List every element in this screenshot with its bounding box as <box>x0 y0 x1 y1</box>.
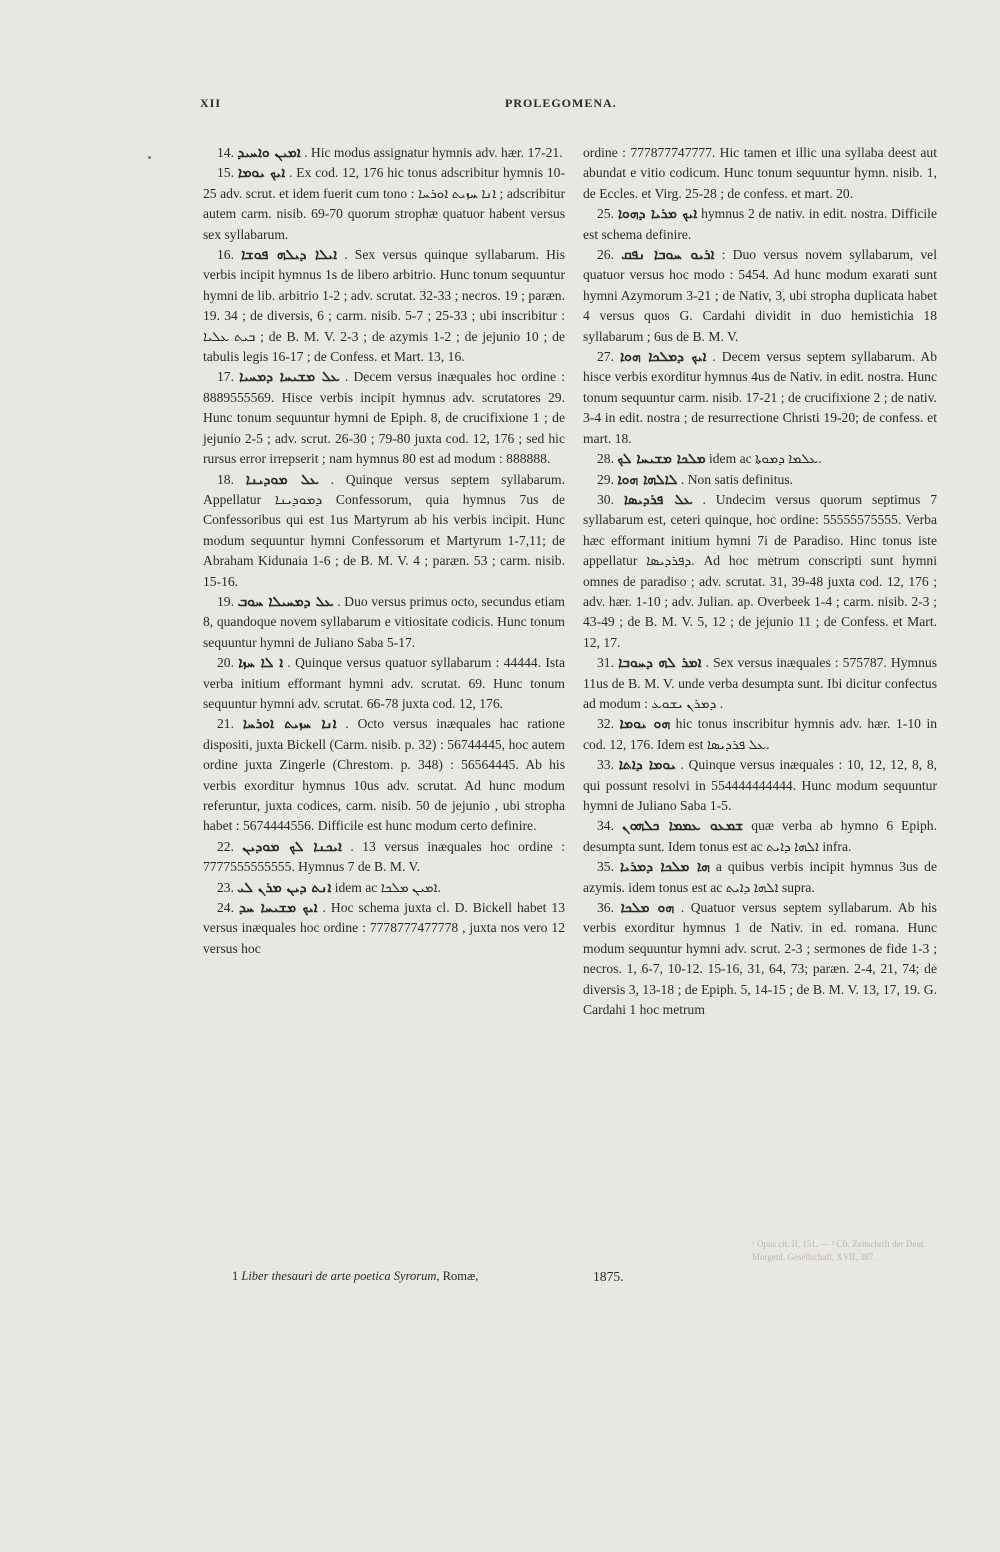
footnote-place: Romæ, <box>442 1269 479 1283</box>
syriac-incipit: ܗܐ ܡܠܟܐ ܕܡܪܝܐ <box>620 859 710 876</box>
syriac-incipit: ܐܝܟ ܕܡܠܟܐ ܗܘܐ <box>619 349 707 366</box>
entry-paragraph <box>583 449 937 469</box>
entry-text: . Decem versus septem syllabarum. Ab hisce verbis exorditur hymnus 4us de Nativ. in edit. nostra. Hunc tonum sequuntur carm. nisib. 17-21 ; de crucifixione 2 ; de nativ. 3-4 in edit. nostra ; de resurrectione Christi 19-20; de confess. et mart. 18. <box>583 349 938 446</box>
entry-paragraph <box>203 714 565 836</box>
entry-text: . Undecim versus quorum septimus 7 syllabarum est, ceteri quinque, hoc ordine: 55555575555. Verba hæc efformant initium hymni 7i de Paradiso. Hinc tonus iste appellatur ܕܦܪܕܝܣܐ. Ad hoc metrum conscripti sunt hymni omnes de paradiso ; adv. scrutat. 31, 39-48 juxta cod. 12, 176 ; adv. hær. 1-10 ; adv. Julian. ap. Overbeek 1-4 ; carm. nisib. 2-3 ; 43-49 ; de B. M. V. 5, 12 ; de jejunio 11 ; de Confess. et Mart. 12, 17. <box>583 491 937 650</box>
entry-text: a quibus verbis incipit hymnus 3us de azymis. idem tonus est ac ܐܠܗܐ ܕܐܝܬ supra. <box>583 859 937 895</box>
entry-text: . Quatuor versus septem syllabarum. Ab his verbis exorditur hymnus 1 de Nativ. in ed. romana. Hunc modum sequuntur hymni adv. scrut. 2-3 ; sermones de fide 1-3 ; necros. 1, 6-7, 10-12. 15-16, 31, 64, 73; paræn. 2-4, 21, 74; de diversis 3, 13-18 ; de Epiph. 5, 14-15 ; de B. M. V. 13, 17, 19. G. Cardahi 1 hoc metrum <box>583 900 937 1018</box>
entry-number: 32. <box>597 716 614 732</box>
syriac-incipit: ܐܝܟ ܝܘܡܐ <box>237 165 286 182</box>
entry-paragraph <box>203 143 565 163</box>
entry-paragraph <box>583 755 937 816</box>
entry-paragraph <box>583 470 937 490</box>
syriac-incipit: ܐ ܠܐ ܚܙܐ <box>238 655 284 672</box>
syriac-incipit: ܡܠܟܐ ܡܫܝܚܐ ܠܟ <box>617 451 706 468</box>
syriac-incipit: ܗܘ ܡܠܟܐ <box>620 900 675 917</box>
syriac-incipit: ܥܠ ܦܪܕܝܣܐ <box>623 491 693 508</box>
entry-paragraph <box>203 245 565 367</box>
entry-text: idem ac ܥܠܡܐ ܕܡܘܬܐ. <box>708 451 822 467</box>
entry-number: 22. <box>217 838 234 854</box>
entry-paragraph <box>583 857 937 898</box>
syriac-incipit: ܐܪܝܘ ܚܘܒܐ ܢܦܩ <box>621 247 715 264</box>
entry-text: . Quinque versus quatuor syllabarum : 44444. Ista verba initium efformant hymni adv. scrutat. 69. Hunc tonum sequuntur hymni adv. scrutat. 66-78 juxta cod. 12, 176. <box>203 655 565 711</box>
entry-number: 23. <box>217 879 234 895</box>
entry-paragraph <box>203 163 565 245</box>
entry-number: 16. <box>217 247 234 263</box>
syriac-incipit: ܐܝܟ ܡܪܝܐ ܕܗܘܐ <box>617 206 698 223</box>
entry-text: quæ verba ab hymno 6 Epiph. desumpta sunt. Idem tonus est ac ܐܠܗܐ ܕܐܝܬ infra. <box>583 818 938 854</box>
entry-text: . Sex versus quinque syllabarum. His verbis incipit hymnus 1s de libero arbitrio. Hunc tonum sequuntur hymni de lib. arbitrio 1-2 ; adv. scrutat. 32-33 ; necros. 19 ; paræn. 19. 34 ; de diversis, 6 ; carm. nisib. 5-7 ; 25-33 ; ubi inscribitur : ܒܝܬ ܥܠܝܐ ; de B. M. V. 2-3 ; de azymis 1-2 ; de jejunio 10 ; de tabulis legis 16-17 ; de Confess. et Mart. 13, 16. <box>203 247 565 365</box>
bleed-through-text: ¹ Opus cit. II, 151. — ² Cfr. Zeitschrift der Deut. Morgenl. Gesellschaft, XVII, 387. <box>752 1239 926 1262</box>
paper-speck <box>148 156 151 159</box>
syriac-incipit: ܫܡܥܘ ܥܡܡܐ ܟܠܗܘܢ <box>621 818 744 835</box>
entry-text: . Hoc schema juxta cl. D. Bickell habet 13 versus inæquales hoc ordine : 7778777477778 , juxta nos vero 12 versus hoc <box>203 900 565 956</box>
entry-text: : Duo versus novem syllabarum, vel quatuor versus hoc modo : 5454. Ad hunc modum exarati sunt hymni Azymorum 3-21 ; de Nativ, 3, ubi stropha duplicata habet 4 versus quos G. Cardahi dividit in duo hemistichia 18 syllabarum ; 6us de B. M. V. <box>583 247 937 344</box>
entry-number: 17. <box>217 369 234 385</box>
entry-text: ordine : 777877747777. Hic tamen et illic una syllaba deest aut abundat e vitio codicum. Hunc tonum sequuntur hymn. nisib. 1, de Eccles. et Virg. 25-28 ; de confess. et mart. 20. <box>583 145 937 201</box>
footnote-year: 1875. <box>593 1269 624 1284</box>
entry-number: 21. <box>217 716 234 732</box>
entry-text: . Non satis definitus. <box>680 471 794 487</box>
entry-text: . Sex versus inæquales : 575787. Hymnus 11us de B. M. V. unde verba desumpta sunt. Ibi dicitur confectus ad modum : ܕܡܪܢ ܝܫܘܥ . <box>583 655 937 711</box>
entry-text: . 13 versus inæquales hoc ordine : 7777555555555. Hymnus 7 de B. M. V. <box>203 838 566 875</box>
syriac-incipit: ܐܡܪ ܠܗ ܕܚܘܒܐ <box>618 655 702 672</box>
syriac-incipit: ܐܢܐ ܚܙܝܬ ܐܘܪܚܐ <box>242 716 337 733</box>
entry-text: . Ex cod. 12, 176 hic tonus adscribitur hymnis 10-25 adv. scrut. et idem fuerit cum tono : ܐܢܐ ܚܙܝܬ ܐܘܪܚܐ ; adscribitur autem carm. nisib. 69-70 quorum strophæ quatuor habent versus sex syllabarum. <box>203 165 565 242</box>
entry-number: 31. <box>597 655 614 671</box>
entry-number: 29. <box>597 471 614 487</box>
entry-number: 14. <box>217 145 234 160</box>
page-number: XII <box>200 96 222 110</box>
syriac-incipit: ܝܘܡܐ ܕܐܬܐ <box>618 757 676 774</box>
footnote-mark: 1 <box>232 1269 239 1283</box>
entry-text: . Quinque versus septem syllabarum. Appellatur ܕܡܘܕܝܢܐ Confessorum, quia hymnus 7us de Confessoribus qui est 1us Martyrum ab his verbis incipit. Hunc modum sequuntur hymni Confessorum et Martyrum 1-7,11; de Abraham Kidunaia 1-6 ; de B. M. V. 4 ; paræn. 53 ; carm. nisib. 15-16. <box>203 471 565 589</box>
running-title: PROLEGOMENA. <box>505 96 617 110</box>
entry-text: hymnus 2 de nativ. in edit. nostra. Difficile est schema definire. <box>583 206 937 242</box>
syriac-incipit: ܐܡܝܢ ܘܐܚܝܕ <box>237 145 301 161</box>
entry-paragraph <box>583 816 937 857</box>
entry-number: 19. <box>217 593 234 609</box>
syriac-incipit: ܥܠ ܕܡܚܝܠܐ ܚܘܒ <box>237 593 334 610</box>
entry-number: 25. <box>597 206 614 222</box>
entry-text: . Quinque versus inæquales : 10, 12, 12, 8, 8, qui possunt resolvi in 554444444444. Hunc modum sequuntur hymni de Juliano Saba 1-5. <box>583 757 938 813</box>
entry-number: 30. <box>597 491 614 507</box>
entry-number: 35. <box>597 859 614 875</box>
entry-number: 33. <box>597 757 614 773</box>
entry-paragraph <box>583 898 937 1020</box>
entry-paragraph <box>583 347 937 449</box>
right-column <box>583 143 937 1020</box>
entry-paragraph <box>583 653 937 714</box>
entry-text: . Duo versus primus octo, secundus etiam 8, quandoque novem syllabarum e vitiositate codicis. Hunc tonum sequuntur hymni de Juliano Saba 5-17. <box>203 593 565 650</box>
syriac-incipit: ܐܝܟܢܐ ܠܟ ܡܘܕܝܢ <box>242 838 342 855</box>
entry-number: 15. <box>217 165 234 181</box>
entry-paragraph <box>583 714 937 755</box>
entry-number: 34. <box>597 818 614 834</box>
entry-text: . Decem versus inæquales hoc ordine : 8889555569. Hisce verbis incipit hymnus adv. scrutatores 29. Hunc tonum sequuntur hymni de Epiph. 8, de crucifixione 1 ; de jejunio 2-5 ; adv. scrut. 26-30 ; 79-80 juxta cod. 12, 176 ; sed hic rursus error irrepserit ; nam hymnus 80 est ad modum : 888888. <box>203 369 565 467</box>
footnote <box>232 1269 478 1284</box>
syriac-incipit: ܐܢܬ ܕܝܢ ܡܪܢ ܠܝ <box>237 879 332 896</box>
footnote-title: Liber thesauri de arte poetica Syrorum, <box>241 1269 440 1283</box>
entry-paragraph <box>583 143 937 204</box>
entry-paragraph <box>583 490 937 653</box>
syriac-incipit: ܥܠ ܡܘܕܝܢܐ <box>245 471 319 488</box>
entry-paragraph <box>203 837 565 878</box>
entry-text: idem ac ܐܡܝܢ ܡܠܟܐ. <box>334 879 441 895</box>
entry-paragraph <box>203 878 565 898</box>
syriac-incipit: ܗܘ ܝܘܡܐ <box>619 716 671 733</box>
syriac-incipit: ܐܝܠܐ ܕܝܠܗ ܦܘܫܐ <box>241 247 338 264</box>
entry-text: hic tonus inscribitur hymnis adv. hær. 1-10 in cod. 12, 176. Idem est ܥܠ ܦܪܕܝܣܐ. <box>583 716 938 752</box>
entry-text: . Octo versus inæquales hac ratione dispositi, juxta Bickell (Carm. nisib. p. 32) : 56744445, hoc autem ordine juxta Zingerle (Chrestom. p. 348) : 56564445. Ab his verbis exorditur hymnus 10us adv. scrutat. Ad hunc modum referuntur, juxta codices, carm. nisib. 50 de jejunio , ubi stropha habet : 5674444556. Difficile est hunc modum certo definire. <box>203 716 565 834</box>
entry-paragraph <box>203 653 565 714</box>
entry-number: 18. <box>217 471 234 487</box>
syriac-incipit: ܠܐܠܗܐ ܗܘܐ <box>617 471 678 488</box>
entry-number: 24. <box>217 900 234 916</box>
entry-paragraph <box>203 898 565 959</box>
entry-number: 28. <box>597 451 614 467</box>
entry-number: 26. <box>597 247 614 263</box>
entry-paragraph <box>203 470 565 592</box>
entry-number: 20. <box>217 655 234 671</box>
entry-number: 36. <box>597 900 614 916</box>
syriac-incipit: ܥܠ ܡܫܝܚܐ ܕܡܚܝܐ <box>239 369 340 386</box>
entry-paragraph <box>203 367 565 469</box>
entry-paragraph <box>203 592 565 653</box>
syriac-incipit: ܐܝܟ ܡܫܝܚܐ ܚܕ <box>238 900 318 917</box>
entry-number: 27. <box>597 349 614 365</box>
left-column <box>203 143 565 959</box>
entry-text: . Hic modus assignatur hymnis adv. hær. 17-21. <box>304 145 563 160</box>
entry-paragraph <box>583 245 937 347</box>
entry-paragraph <box>583 204 937 245</box>
